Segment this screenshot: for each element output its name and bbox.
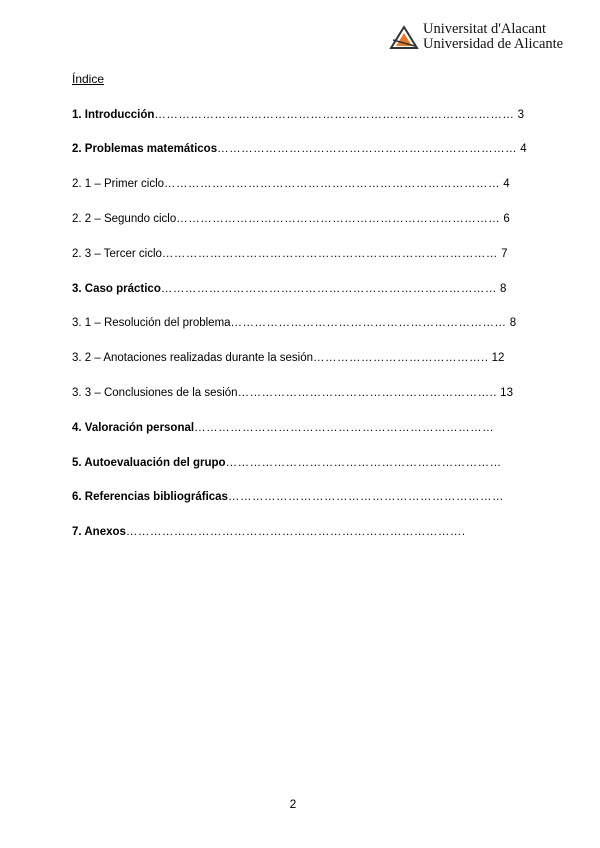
toc-entry-segundo-ciclo[interactable] <box>72 212 510 226</box>
toc-leader-dots: …………………………………………………………… <box>230 317 507 329</box>
university-emblem-icon <box>389 24 419 50</box>
toc-leader-dots: ………………………………………………………………………… <box>164 178 501 190</box>
toc-leader-dots: ……………………………………………………………………………… <box>154 109 515 121</box>
toc-entry-problemas[interactable] <box>72 142 527 156</box>
toc-entry-referencias[interactable] <box>72 490 504 504</box>
toc-leader-dots: …………………………………………………………………………. <box>125 526 466 538</box>
toc-heading: Índice <box>72 72 105 86</box>
toc-leader-dots: ………………………………………………………………… <box>217 143 518 155</box>
toc-entry-title: 4. Valoración personal <box>72 422 195 434</box>
toc-leader-dots: ………………………………………………………………………… <box>160 283 497 295</box>
logo-line-2: Universidad de Alicante <box>423 36 564 52</box>
toc-entry-title: 1. Introducción <box>72 109 155 121</box>
toc-entry-title: 3. 2 – Anotaciones realizadas durante la sesión <box>72 352 314 364</box>
toc-page-number: 6 <box>503 213 510 225</box>
toc-entry-title: 2. Problemas matemáticos <box>72 143 218 155</box>
toc-leader-dots: ……………………………………………………….. <box>237 387 497 399</box>
toc-page-number: 12 <box>491 352 505 364</box>
toc-leader-dots: ………………………………………………………………… <box>194 422 495 434</box>
toc-leader-dots: …………………………………………………………… <box>225 457 502 469</box>
toc-entry-title: 7. Anexos <box>72 526 126 538</box>
toc-page-number: 7 <box>501 248 508 260</box>
toc-entry-valoracion[interactable] <box>72 421 494 435</box>
logo-line-1: Universitat d'Alacant <box>423 21 547 37</box>
toc-entry-conclusiones[interactable] <box>72 386 513 400</box>
toc-entry-title: 6. Referencias bibliográficas <box>72 491 228 503</box>
toc-page-number: 8 <box>500 283 507 295</box>
toc-entry-caso-practico[interactable] <box>72 282 506 296</box>
toc-leader-dots: …………………………………………………………… <box>227 491 504 503</box>
toc-entry-title: 2. 1 – Primer ciclo <box>72 178 165 190</box>
toc-entry-title: 3. 3 – Conclusiones de la sesión <box>72 387 238 399</box>
toc-entry-title: 3. Caso práctico <box>72 283 161 295</box>
toc-entry-primer-ciclo[interactable] <box>72 177 510 191</box>
toc-page-number: 13 <box>500 387 513 399</box>
toc-leader-dots: …………………………………….. <box>313 352 489 364</box>
toc-entry-tercer-ciclo[interactable] <box>72 247 508 261</box>
toc-entry-anexos[interactable] <box>72 525 466 539</box>
toc-page-number: 3 <box>517 109 525 121</box>
toc-entry-anotaciones[interactable] <box>72 351 504 365</box>
toc-leader-dots: ……………………………………………………………………… <box>176 213 501 225</box>
toc-entry-autoevaluacion[interactable] <box>72 456 502 470</box>
toc-page-number: 4 <box>520 143 527 155</box>
toc-entry-resolucion[interactable] <box>72 316 516 330</box>
toc-page-number: 4 <box>503 178 510 190</box>
toc-entry-title: 2. 3 – Tercer ciclo <box>72 248 162 260</box>
toc-leader-dots: ………………………………………………………………………… <box>161 248 498 260</box>
university-logo <box>389 22 564 54</box>
toc-entry-title: 5. Autoevaluación del grupo <box>72 457 226 469</box>
toc-entry-title: 3. 1 – Resolución del problema <box>72 317 231 329</box>
toc-page-number: 8 <box>509 317 517 329</box>
toc-entry-introduccion[interactable] <box>72 108 524 122</box>
toc-entry-title: 2. 2 – Segundo ciclo <box>72 213 177 225</box>
page-number: 2 <box>289 797 297 811</box>
